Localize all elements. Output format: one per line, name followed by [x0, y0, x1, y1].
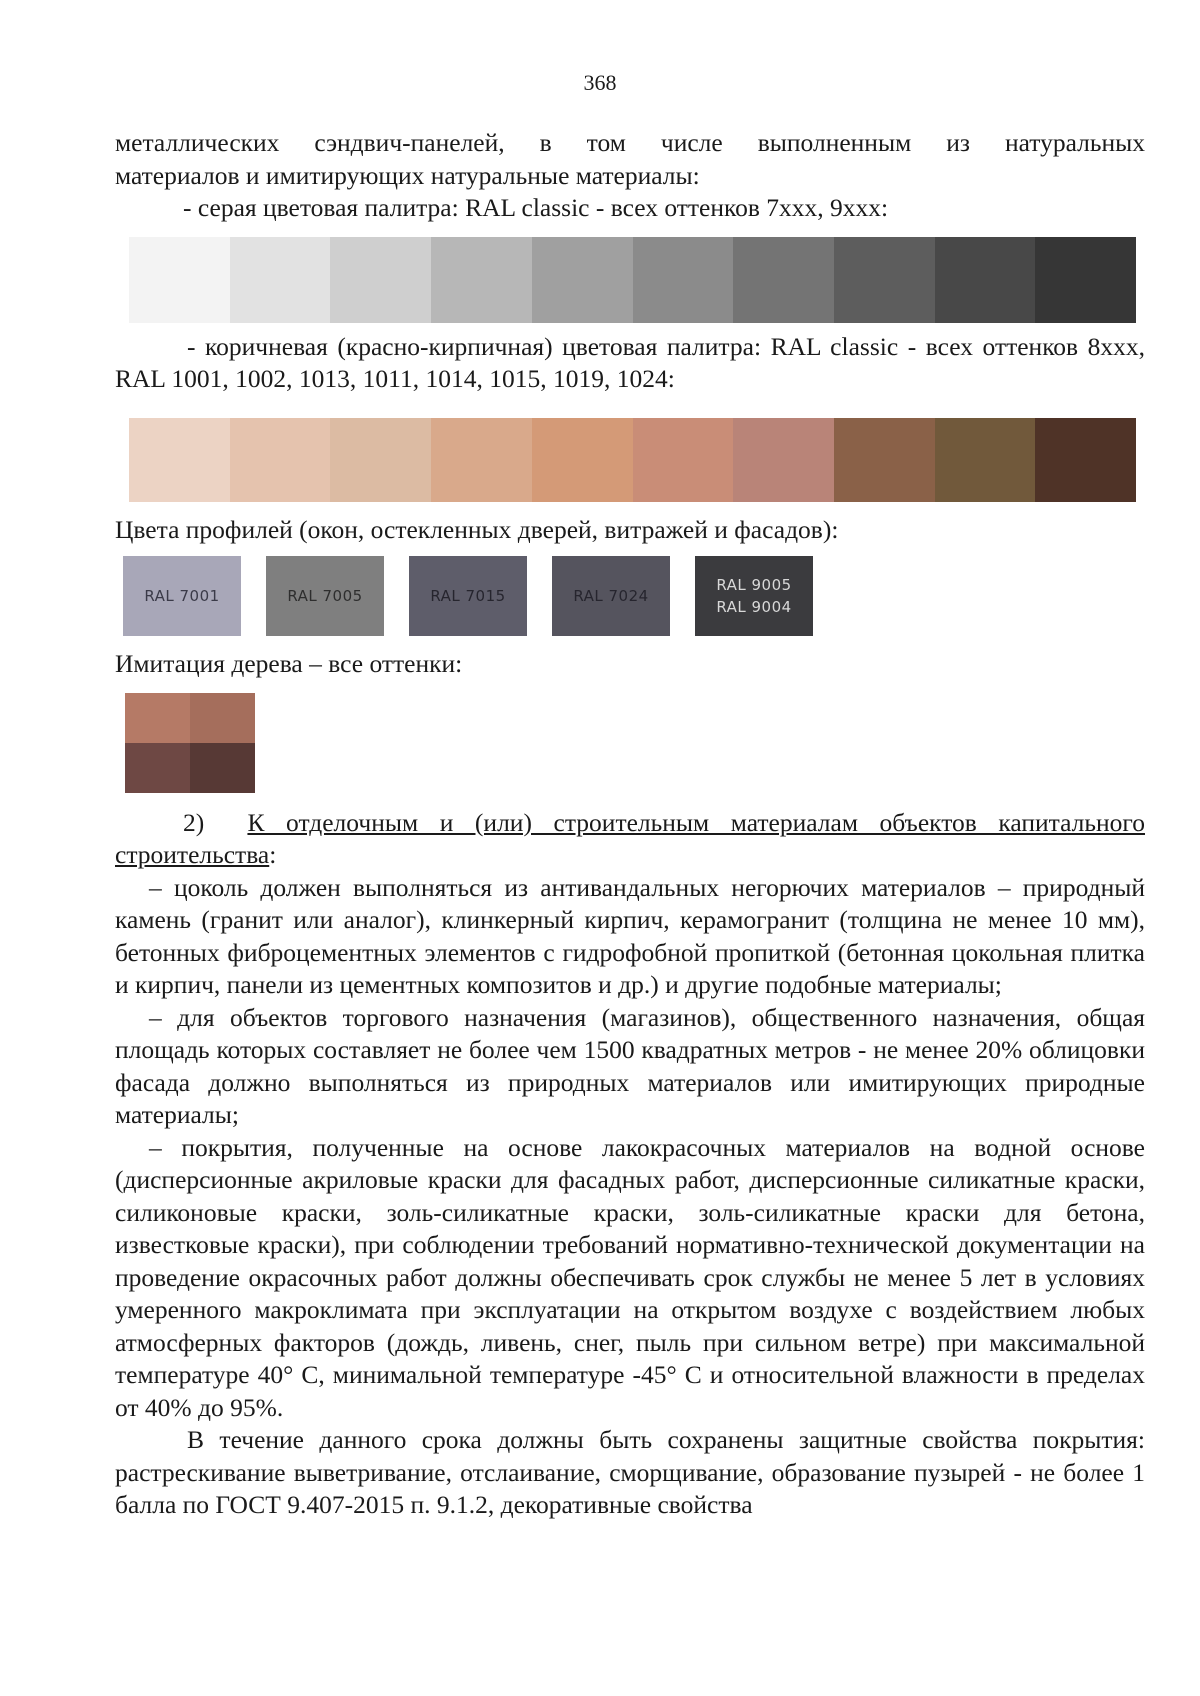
page-number: 368: [583, 70, 617, 95]
brown-swatch: [733, 418, 834, 502]
brown-swatch: [633, 418, 734, 502]
profile-swatch: [695, 556, 813, 636]
gray-swatch: [330, 237, 431, 323]
section-2-title-part1: К отделочным и (или) строительным материалам объектов капитального: [247, 807, 1145, 837]
section-2-title-part2: строительства: [115, 840, 270, 869]
section-2-heading: [115, 807, 1145, 840]
brown-palette-caption: - коричневая (красно-кирпичная) цветовая палитра: RAL classic - всех оттенков 8ххх, RAL 1001, 1002, 1013, 1011, 1014, 1015, 1019, 1024:: [115, 331, 1145, 393]
gray-swatch: [230, 237, 331, 323]
brown-swatch: [129, 418, 230, 502]
paragraph-commercial: – для объектов торгового назначения (магазинов), общественного назначения, общая площадь которых составляет не более чем 1500 квадратных метров - не менее 20% облицовки фасада должно выполняться из природных материалов или имитирующих природные материалы;: [115, 1002, 1145, 1129]
paragraph-durability: В течение данного срока должны быть сохранены защитные свойства покрытия: растрескивание выветривание, отслаивание, сморщивание, образование пузырей - не более 1 балла по ГОСТ 9.407-2015 п. 9.1.2, декоративные свойства: [115, 1425, 1145, 1519]
brown-swatch: [431, 418, 532, 502]
profile-swatch: [552, 556, 670, 636]
paragraph-plinth: – цоколь должен выполняться из антивандальных негорючих материалов – природный камень (гранит или аналог), клинкерный кирпич, керамогранит (толщина не менее 10 мм), бетонных фиброцементных элементов с гидрофобной пропиткой (бетонная цокольная плитка и кирпич, панели из цементных композитов и др.) и другие подобные материалы;: [115, 872, 1145, 999]
section-2-number: 2): [183, 807, 205, 837]
brown-swatch: [230, 418, 331, 502]
brown-swatch: [834, 418, 935, 502]
brown-swatch: [1035, 418, 1136, 502]
profile-swatch: [409, 556, 527, 636]
section-2-title-suffix: :: [269, 840, 277, 869]
profile-swatch-label: RAL 9004: [716, 598, 792, 616]
brown-swatch: [330, 418, 431, 502]
brown-swatch: [935, 418, 1036, 502]
document-body: [115, 127, 1145, 1522]
gray-swatch: [935, 237, 1036, 323]
wood-imitation-swatch: [125, 693, 255, 793]
gray-swatch: [431, 237, 532, 323]
brown-swatch: [532, 418, 633, 502]
gray-swatch: [834, 237, 935, 323]
profile-swatch-label: RAL 7005: [287, 587, 363, 605]
profile-swatch: [123, 556, 241, 636]
wood-tile: [125, 743, 190, 793]
gray-swatch: [733, 237, 834, 323]
wood-tile: [190, 693, 255, 743]
gray-color-palette: [129, 237, 1136, 323]
intro-line-1: металлических сэндвич-панелей, в том числе выполненным из натуральных: [115, 128, 1145, 157]
profile-swatch-label: RAL 7001: [144, 587, 220, 605]
gray-swatch: [532, 237, 633, 323]
gray-swatch: [1035, 237, 1136, 323]
profile-swatch-label: RAL 7024: [573, 587, 649, 605]
gray-swatch: [129, 237, 230, 323]
intro-line-2: материалов и имитирующих натуральные материалы:: [115, 160, 700, 190]
wood-tile: [125, 693, 190, 743]
gray-swatch: [633, 237, 734, 323]
section-2-heading-cont: [115, 839, 1145, 872]
profiles-caption: Цвета профилей (окон, остекленных дверей, витражей и фасадов):: [115, 514, 839, 544]
gray-palette-caption: - серая цветовая палитра: RAL classic - всех оттенков 7ххх, 9ххх:: [183, 193, 889, 222]
paragraph-coatings: – покрытия, полученные на основе лакокрасочных материалов на водной основе (дисперсионные акриловые краски для фасадных работ, дисперсионные силикатные краски, силиконовые краски, золь-силикатные краски, золь-силикатные краски для бетона, известковые краски), при соблюдении требований нормативно-технической документации на проведение окрасочных работ должны обеспечивать срок службы не менее 5 лет в условиях умеренного макроклимата при эксплуатации на открытом воздухе с воздействием любых атмосферных факторов (дождь, ливень, снег, пыль при сильном ветре) при максимальной температуре 40° С, минимальной температуре -45° С и относительной влажности в пределах от 40% до 95%.: [115, 1132, 1145, 1422]
wood-caption: Имитация дерева – все оттенки:: [115, 649, 463, 678]
profile-colors: [123, 556, 1145, 636]
profile-swatch-label: RAL 9005: [716, 576, 792, 594]
wood-tile: [190, 743, 255, 793]
profile-swatch-label: RAL 7015: [430, 587, 506, 605]
brown-color-palette: [129, 418, 1136, 502]
profile-swatch: [266, 556, 384, 636]
